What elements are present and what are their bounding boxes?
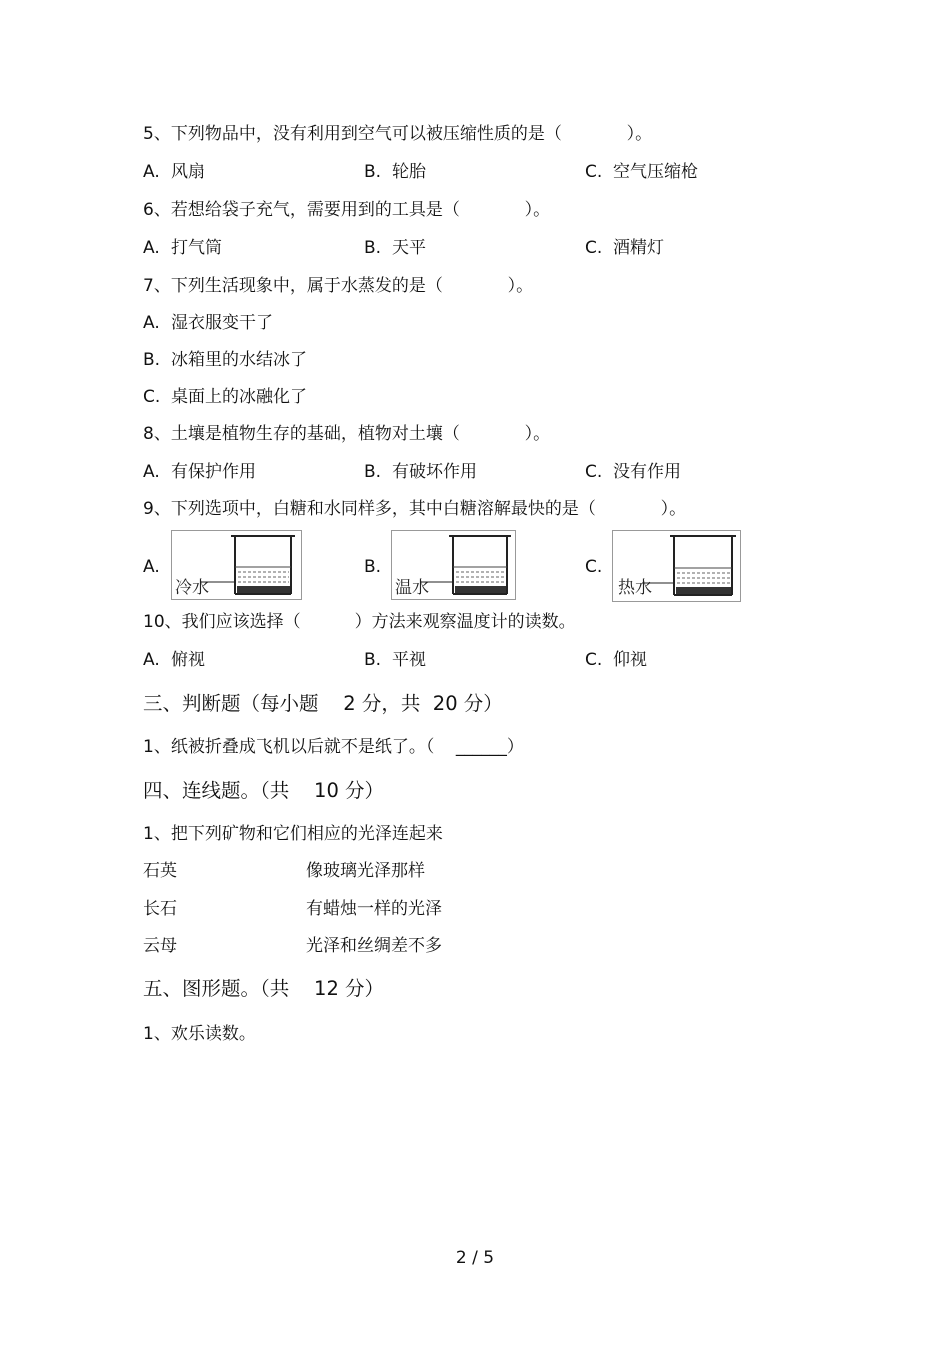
option-label: A.	[143, 650, 160, 670]
q5-option-b	[364, 160, 426, 184]
beaker-icon	[391, 530, 516, 600]
option-label: A.	[143, 238, 160, 258]
option-label: B.	[364, 162, 382, 182]
question-8-stem: 8、土壤是植物生存的基础，植物对土壤（ ）。	[143, 424, 551, 444]
mineral-name: 长石	[143, 899, 177, 919]
option-text: 冰箱里的水结冰了	[171, 350, 307, 370]
luster-description: 有蜡烛一样的光泽	[306, 899, 442, 919]
q5-option-a	[143, 160, 205, 184]
beaker-cold-water-image	[171, 530, 302, 600]
option-text: 有保护作用	[171, 462, 256, 482]
q9-option-b-label: B.	[364, 557, 382, 577]
section-5-title: 五、图形题。（共 12 分）	[143, 977, 385, 1000]
section-4-title: 四、连线题。（共 10 分）	[143, 779, 385, 802]
q8-option-a	[143, 460, 256, 484]
option-label: C.	[585, 462, 603, 482]
q9-option-a-label: A.	[143, 557, 160, 577]
option-label: A.	[143, 162, 160, 182]
option-label: B.	[364, 238, 382, 258]
section-3-title: 三、判断题（每小题 2 分，共 20 分）	[143, 692, 503, 715]
option-text: 酒精灯	[613, 238, 664, 258]
q6-option-a	[143, 236, 222, 260]
q10-option-b	[364, 648, 426, 672]
option-text: 桌面上的冰融化了	[171, 387, 307, 407]
option-text: 俯视	[171, 650, 205, 670]
mineral-name: 云母	[143, 936, 177, 956]
section-4-question-1: 1、把下列矿物和它们相应的光泽连起来	[143, 824, 443, 844]
water-label: 冷水	[175, 578, 209, 598]
q10-option-a	[143, 648, 205, 672]
q7-option-b	[143, 348, 307, 372]
option-text: 风扇	[171, 162, 205, 182]
section-5-question-1: 1、欢乐读数。	[143, 1024, 256, 1044]
section-3-question-1: 1、纸被折叠成飞机以后就不是纸了。（ ______）	[143, 737, 524, 757]
q6-option-c	[585, 236, 664, 260]
question-6-stem: 6、若想给袋子充气，需要用到的工具是（ ）。	[143, 200, 551, 220]
option-text: 天平	[392, 238, 426, 258]
beaker-icon	[171, 530, 302, 600]
option-label: A.	[143, 462, 160, 482]
option-text: 空气压缩枪	[613, 162, 698, 182]
option-label: B.	[143, 350, 161, 370]
option-label: C.	[585, 162, 603, 182]
option-label: A.	[143, 313, 160, 333]
option-label: C.	[585, 650, 603, 670]
q10-option-c	[585, 648, 647, 672]
question-5-stem: 5、下列物品中，没有利用到空气可以被压缩性质的是（ ）。	[143, 124, 653, 144]
question-9-stem: 9、下列选项中，白糖和水同样多，其中白糖溶解最快的是（ ）。	[143, 499, 687, 519]
luster-description: 像玻璃光泽那样	[306, 861, 425, 881]
q8-option-c	[585, 460, 681, 484]
option-text: 仰视	[613, 650, 647, 670]
option-text: 有破坏作用	[392, 462, 477, 482]
q8-option-b	[364, 460, 477, 484]
question-10-stem: 10、我们应该选择（ ）方法来观察温度计的读数。	[143, 612, 576, 632]
q7-option-a	[143, 311, 273, 335]
q9-option-c-label: C.	[585, 557, 603, 577]
option-label: C.	[585, 238, 603, 258]
option-text: 平视	[392, 650, 426, 670]
luster-description: 光泽和丝绸差不多	[306, 936, 442, 956]
option-text: 打气筒	[171, 238, 222, 258]
water-label: 热水	[618, 578, 652, 598]
beaker-icon	[612, 530, 741, 602]
question-7-stem: 7、下列生活现象中，属于水蒸发的是（ ）。	[143, 276, 534, 296]
q6-option-b	[364, 236, 426, 260]
option-text: 没有作用	[613, 462, 681, 482]
option-text: 湿衣服变干了	[171, 313, 273, 333]
page-number: 2 / 5	[455, 1248, 495, 1268]
q7-option-c	[143, 385, 307, 409]
water-label: 温水	[395, 578, 429, 598]
q5-option-c	[585, 160, 698, 184]
beaker-warm-water-image	[391, 530, 516, 600]
option-label: B.	[364, 462, 382, 482]
option-label: B.	[364, 650, 382, 670]
mineral-name: 石英	[143, 861, 177, 881]
option-text: 轮胎	[392, 162, 426, 182]
beaker-hot-water-image	[612, 530, 741, 602]
option-label: C.	[143, 387, 161, 407]
